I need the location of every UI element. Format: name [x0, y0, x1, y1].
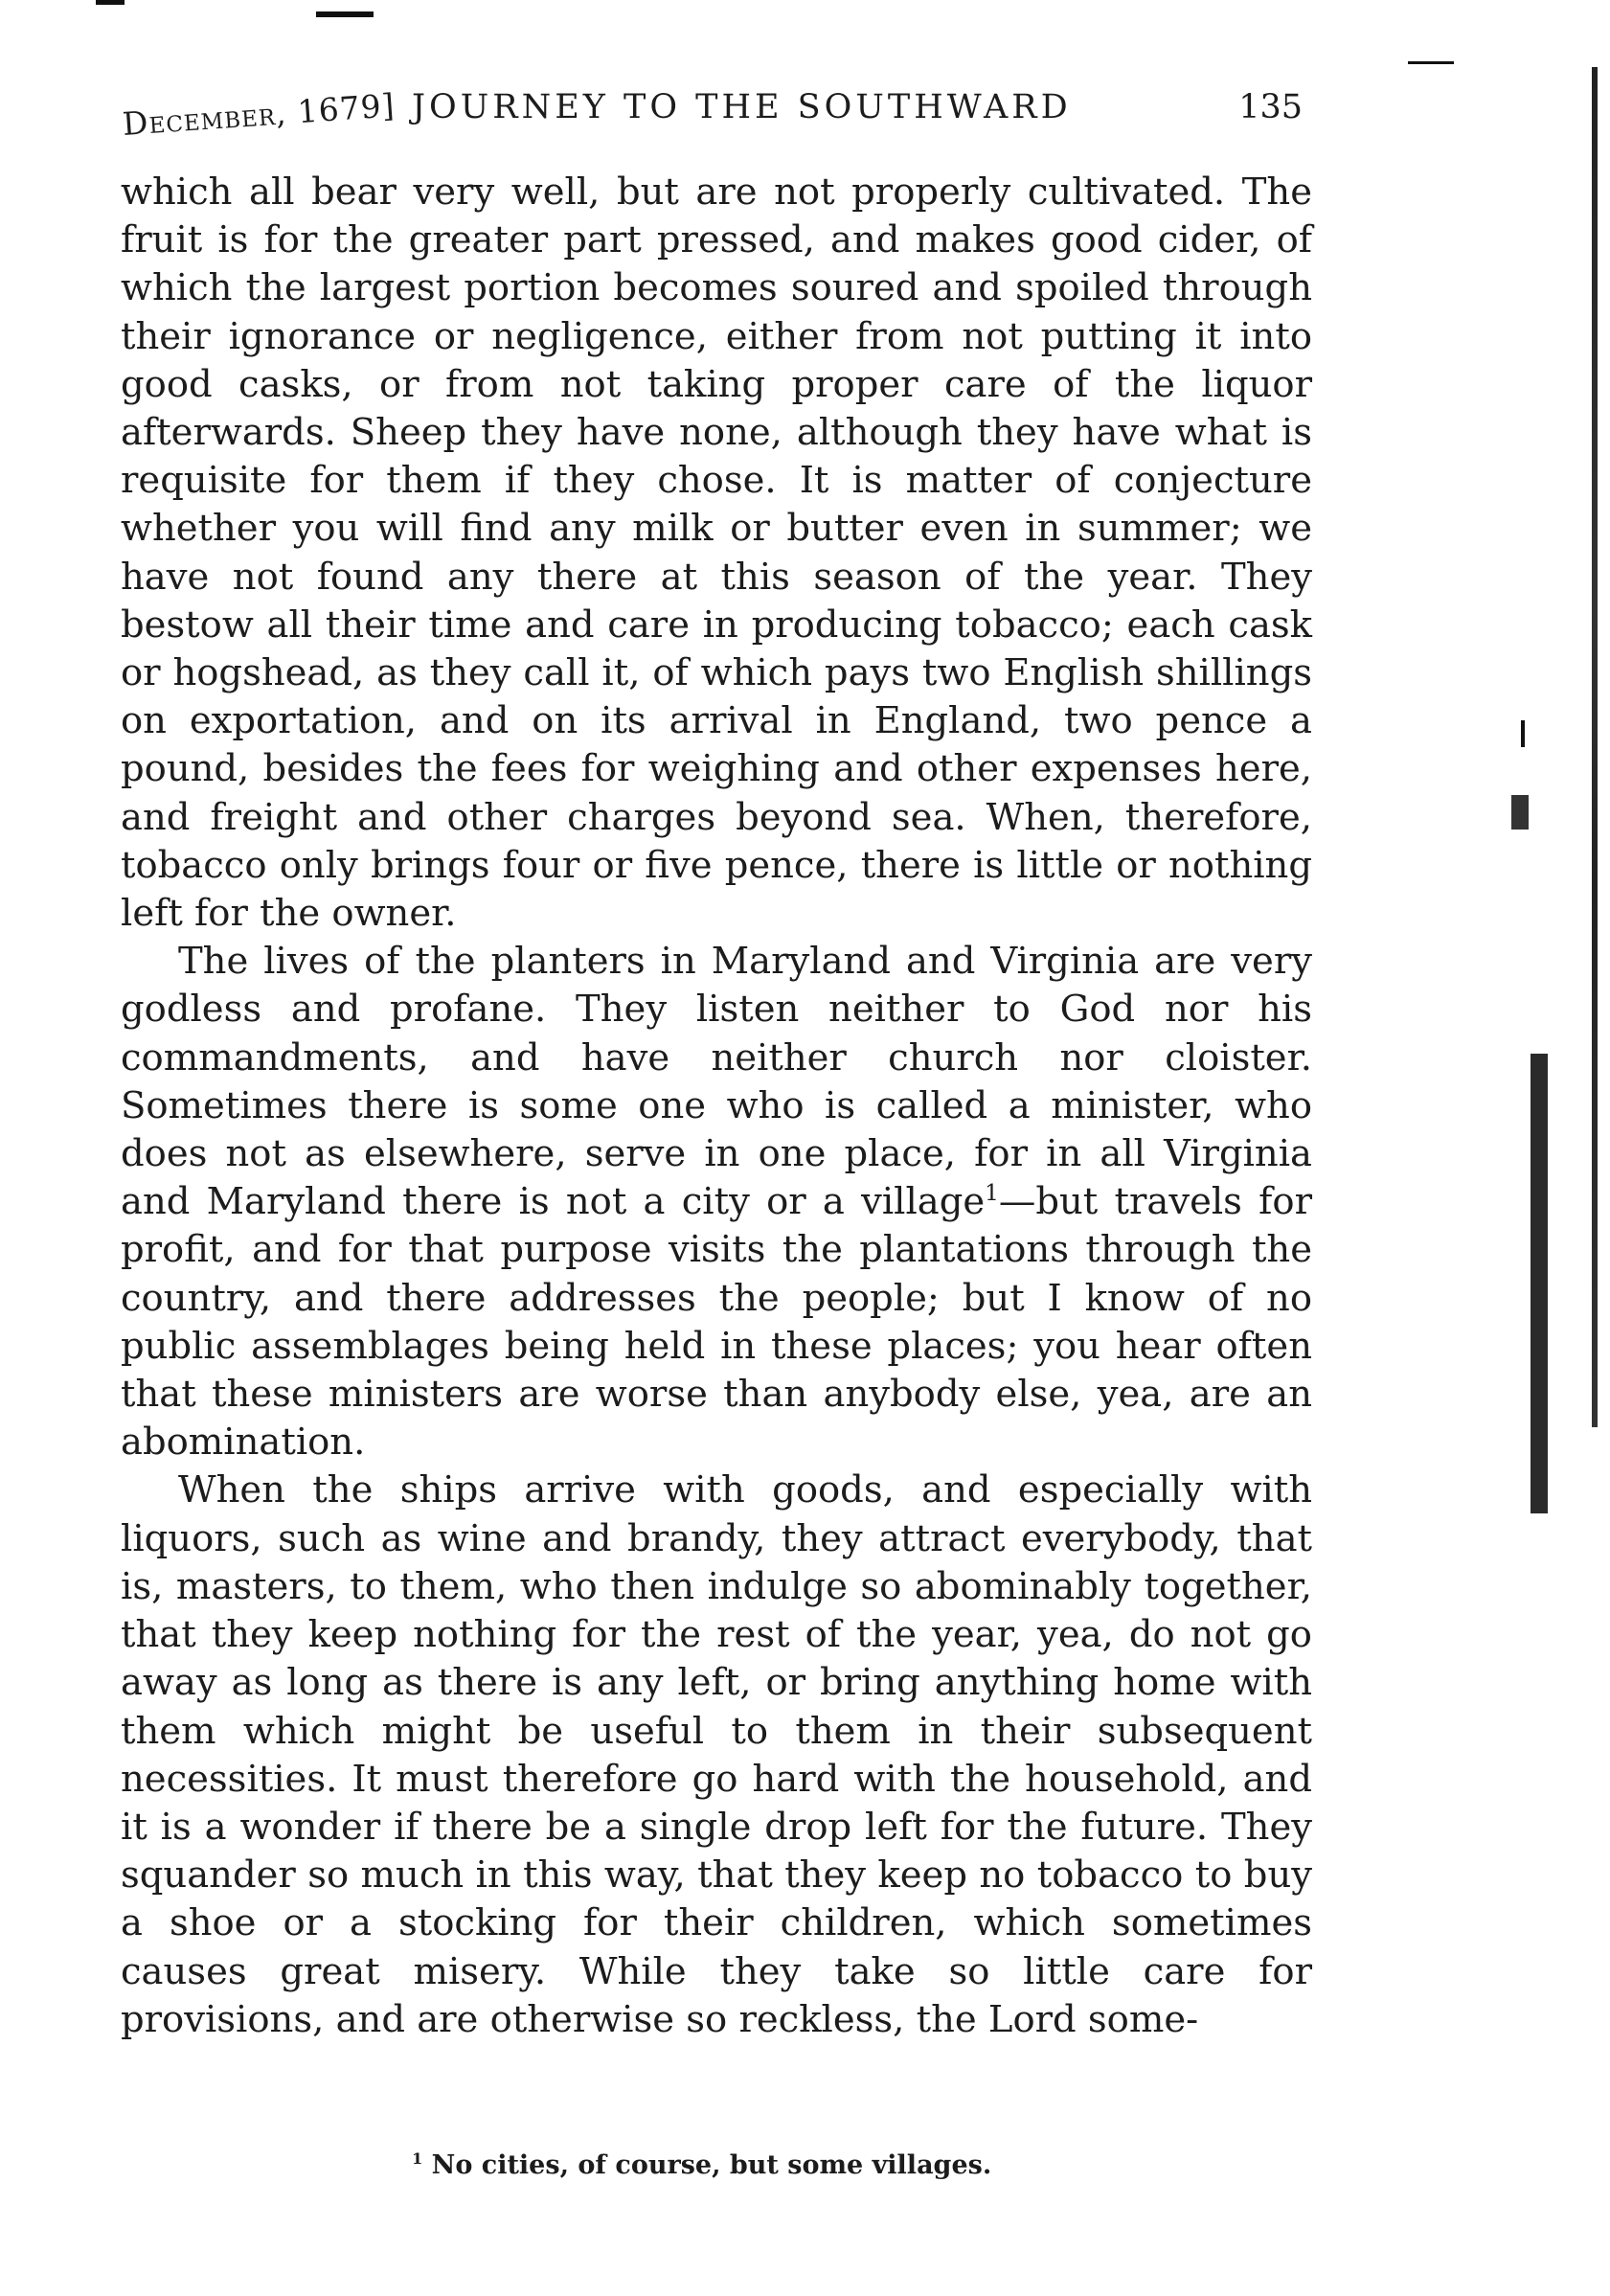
scan-artifact-margin-3: [1531, 1054, 1548, 1513]
scan-artifact-top-right: [1408, 61, 1454, 64]
paragraph-1: which all bear very well, but are not properly cultivated. The fruit is for the greater part pressed, and makes good cider, of which the largest portion becomes soured and spoiled through their ignorance or negligence, either from not putting it into good casks, or from not taking proper care of the liquor afterwards. Sheep they have none, although they have what is requisite for them if they chose. It is matter of conjecture whether you will find any milk or butter even in summer; we have not found any there at this season of the year. They bestow all their time and care in producing tobacco; each cask or hogshead, as they call it, of which pays two English shillings on exportation, and on its arrival in England, two pence a pound, besides the fees for weighing and other expenses here, and freight and other charges beyond sea. When, therefore, tobacco only brings four or five pence, there is little or nothing left for the owner.: [121, 170, 1312, 936]
running-header: [123, 88, 1303, 165]
scan-artifact-margin-1: [1521, 720, 1525, 747]
paragraph-2-text: The lives of the planters in Maryland and Virginia are very godless and profane. They listen neither to God nor his commandments, and have neither church nor cloister. Sometimes there is some one who is called a minister, who does not as elsewhere, serve in one place, for in all Virginia and Maryland there is not a city or a village: [121, 940, 1312, 1224]
page-number: 135: [1238, 88, 1303, 126]
paragraph-3: When the ships arrive with goods, and especially with liquors, such as wine and brandy, they attract everybody, that is, masters, to them, who then indulge so abominably together, that they keep nothing for the rest of the year, yea, do not go away as long as there is any left, or bring anything home with them which might be useful to them in their subsequent necessities. It must therefore go hard with the household, and it is a wonder if there be a single drop left for the future. They squander so much in this way, that they keep no tobacco to buy a shoe or a stocking for their children, which sometimes causes great misery. While they take so little care for provisions, and are otherwise so reckless, the Lord some-: [121, 1468, 1312, 2041]
running-header-date: December, 1679]: [121, 86, 397, 143]
paragraph-2: [121, 938, 1312, 1466]
scan-artifact-top: [316, 11, 374, 17]
footnote-reference: 1: [985, 1181, 999, 1207]
scan-artifact-margin-2: [1511, 795, 1529, 830]
footnote-marker: 1: [412, 2149, 423, 2168]
paragraph-2-continuation: —but travels for profit, and for that purpose visits the plantations through the country, and there addresses the people; but I know of no public assemblages being held in these places; you hear often that these ministers are worse than anybody else, yea, are an abomination.: [121, 1180, 1312, 1465]
page-edge-rule: [1592, 67, 1598, 1427]
footnote-text: No cities, of course, but some villages.: [431, 2150, 992, 2180]
body-text: [121, 169, 1312, 2044]
running-header-title: JOURNEY TO THE SOUTHWARD: [412, 88, 1072, 126]
scan-artifact-top-left: [96, 0, 125, 5]
footnote: [412, 2150, 991, 2180]
